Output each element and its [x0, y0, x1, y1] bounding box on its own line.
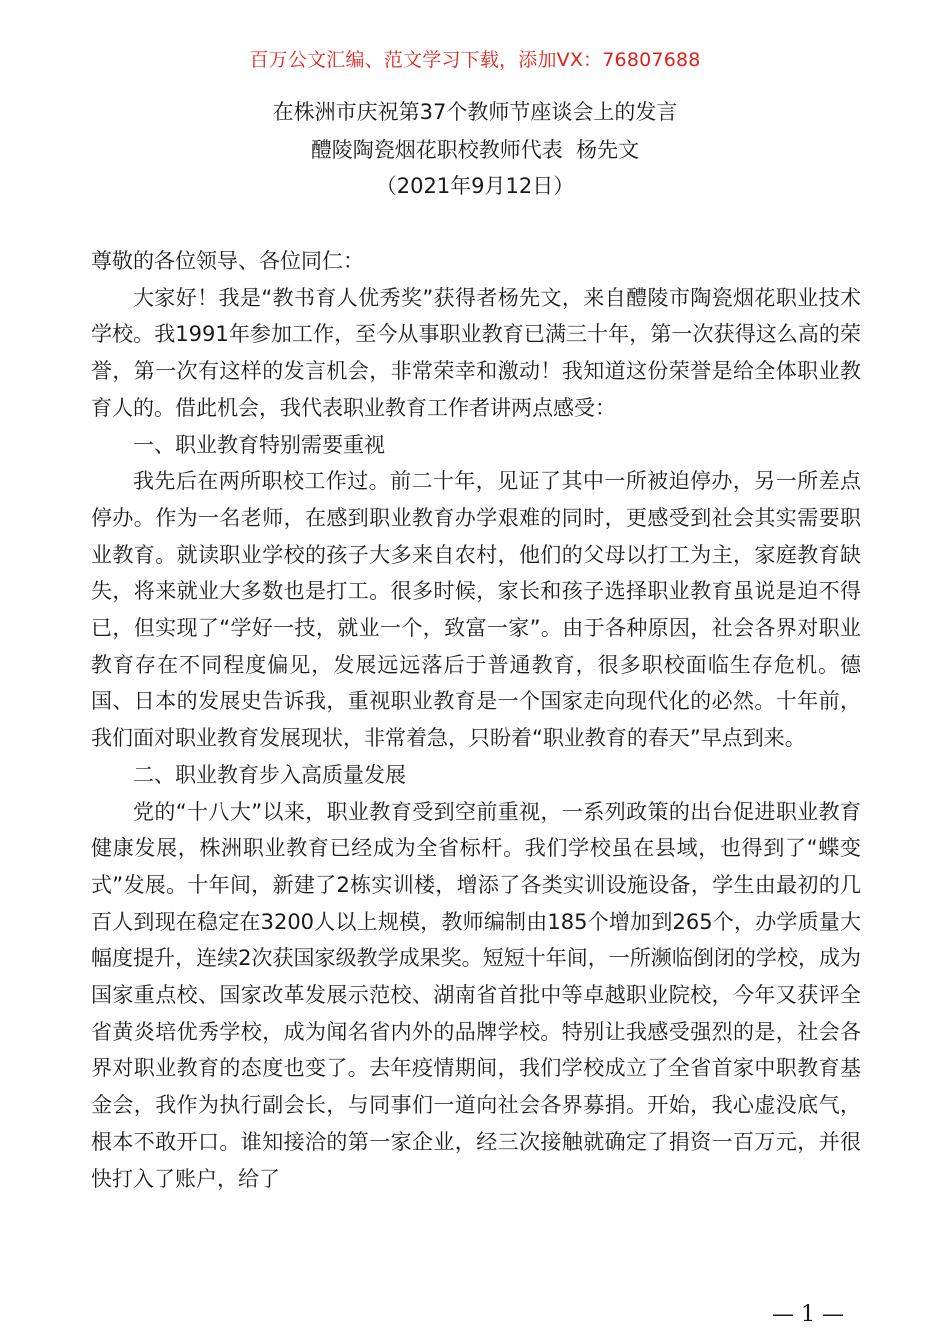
document-title: 在株洲市庆祝第37个教师节座谈会上的发言: [272, 100, 678, 124]
paragraph-intro: 大家好！我是“教书育人优秀奖”获得者杨先文，来自醴陵市陶瓷烟花职业技术学校。我1991年参加工作，至今从事职业教育已满三十年，第一次获得这么高的荣誉，第一次有这样的发言机会，非常荣幸和激动！我知道这份荣誉是给全体职业教育人的。借此机会，我代表职业教育工作者讲两点感受：: [91, 285, 861, 420]
document-body: [91, 243, 861, 1197]
page-number: — 1 —: [772, 1302, 844, 1327]
section-heading-1: 一、职业教育特别需要重视: [133, 432, 385, 457]
speaker-line: 醴陵陶瓷烟花职校教师代表 杨先文: [310, 138, 640, 162]
section-heading-2: 二、职业教育步入高质量发展: [133, 762, 406, 787]
date-line: （2021年9月12日）: [375, 174, 575, 198]
paragraph-section-2: 党的“十八大”以来，职业教育受到空前重视，一系列政策的出台促进职业教育健康发展，株洲职业教育已经成为全省标杆。我们学校虽在县域，也得到了“蝶变式”发展。十年间，新建了2栋实训楼，增添了各类实训设施设备，学生由最初的几百人到现在稳定在3200人以上规模，教师编制由185个增加到265个，办学质量大幅度提升，连续2次获国家级教学成果奖。短短十年间，一所濒临倒闭的学校，成为国家重点校、国家改革发展示范校、湖南省首批中等卓越职业院校，今年又获评全省黄炎培优秀学校，成为闻名省内外的品牌学校。特别让我感受强烈的是，社会各界对职业教育的态度也变了。去年疫情期间，我们学校成立了全省首家中职教育基金会，我作为执行副会长，与同事们一道向社会各界募捐。开始，我心虚没底气，根本不敢开口。谁知接洽的第一家企业，经三次接触就确定了捐资一百万元，并很快打入了账户，给了: [91, 799, 861, 1191]
salutation: 尊敬的各位领导、各位同仁：: [91, 249, 364, 273]
paragraph-section-1: 我先后在两所职校工作过。前二十年，见证了其中一所被迫停办，另一所差点停办。作为一名老师，在感到职业教育办学艰难的同时，更感受到社会其实需要职业教育。就读职业学校的孩子大多来自农村，他们的父母以打工为主，家庭教育缺失，将来就业大多数也是打工。很多时候，家长和孩子选择职业教育虽说是迫不得已，但实现了“学好一技，就业一个，致富一家”。由于各种原因，社会各界对职业教育存在不同程度偏见，发展远远落后于普通教育，很多职校面临生存危机。德国、日本的发展史告诉我，重视职业教育是一个国家走向现代化的必然。十年前，我们面对职业教育发展现状，非常着急，只盼着“职业教育的春天”早点到来。: [91, 469, 861, 751]
watermark-banner: 百万公文汇编、范文学习下载，添加VX：76807688: [249, 49, 701, 71]
